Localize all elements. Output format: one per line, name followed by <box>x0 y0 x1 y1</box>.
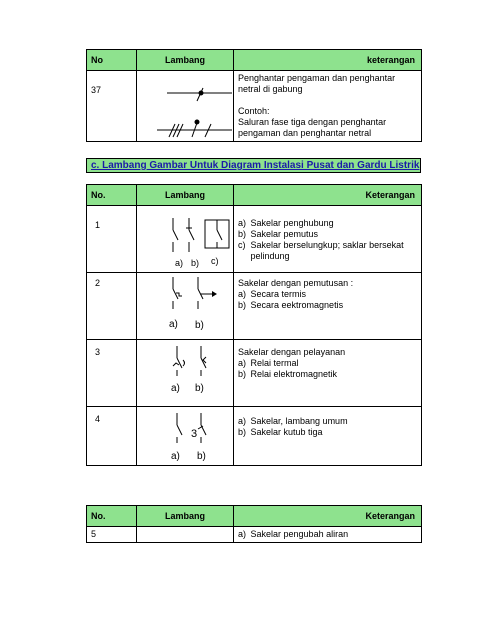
label-a: a) <box>175 258 184 268</box>
symbol-cell <box>137 273 234 340</box>
table-row <box>87 527 422 543</box>
symbol-cell <box>137 527 234 543</box>
header-no: No. <box>87 185 137 206</box>
table-row <box>87 71 422 142</box>
description-cell: Penghantar pengaman dan penghantar netral di gabung Contoh: Saluran fase tiga dengan penghantar pengaman dan penghantar netral <box>234 71 422 142</box>
row-number: 5 <box>87 527 137 543</box>
symbol-cell <box>137 340 234 407</box>
description-cell: a) Sakelar pengubah aliran <box>234 527 422 543</box>
header-keterangan: keterangan <box>234 50 422 71</box>
table-37 <box>86 49 422 142</box>
switch-symbols-icon <box>137 206 234 272</box>
label-c: c) <box>211 256 219 266</box>
header-lambang: Lambang <box>137 506 234 527</box>
header-lambang: Lambang <box>137 185 234 206</box>
row-number: 1 <box>87 206 137 273</box>
row-number: 3 <box>87 340 137 407</box>
header-keterangan: Keterangan <box>234 506 422 527</box>
symbol-cell <box>137 206 234 273</box>
row-number: 2 <box>87 273 137 340</box>
section-title: c. Lambang Gambar Untuk Diagram Instalasi Pusat dan Gardu Listrik <box>86 158 421 173</box>
label-b: b) <box>195 320 204 331</box>
label-a: a) <box>171 451 180 462</box>
table-row <box>87 407 422 466</box>
table-header <box>87 50 422 71</box>
table-row <box>87 340 422 407</box>
label-a: a) <box>169 319 178 330</box>
label-b: b) <box>197 451 206 462</box>
relay-symbols-icon <box>137 340 234 406</box>
poles-label: 3 <box>191 428 198 440</box>
description-cell: Sakelar dengan pelayanan a) Relai termal b) Relai elektromagnetik <box>234 340 422 407</box>
table-row <box>87 273 422 340</box>
description-cell: Sakelar dengan pemutusan : a) Secara termis b) Secara eektromagnetis <box>234 273 422 340</box>
breaker-symbols-icon <box>137 273 234 339</box>
switch-general-symbols-icon <box>137 407 234 465</box>
header-no: No <box>87 50 137 71</box>
description-cell: a) Sakelar, lambang umum b) Sakelar kutub tiga <box>234 407 422 466</box>
table-5 <box>86 505 422 543</box>
conductor-symbol-icon <box>137 71 234 139</box>
table-header <box>87 185 422 206</box>
symbol-cell <box>137 71 234 142</box>
header-lambang: Lambang <box>137 50 234 71</box>
row-number: 4 <box>87 407 137 466</box>
label-a: a) <box>171 383 180 394</box>
header-no: No. <box>87 506 137 527</box>
table-header <box>87 506 422 527</box>
table-switches <box>86 184 422 466</box>
table-row <box>87 206 422 273</box>
label-b: b) <box>191 258 200 268</box>
symbol-cell <box>137 407 234 466</box>
description-cell: a) Sakelar penghubung b) Sakelar pemutus c) Sakelar berselungkup; saklar bersekat pelindung <box>234 206 422 273</box>
row-number: 37 <box>87 71 137 142</box>
label-b: b) <box>195 383 204 394</box>
header-keterangan: Keterangan <box>234 185 422 206</box>
